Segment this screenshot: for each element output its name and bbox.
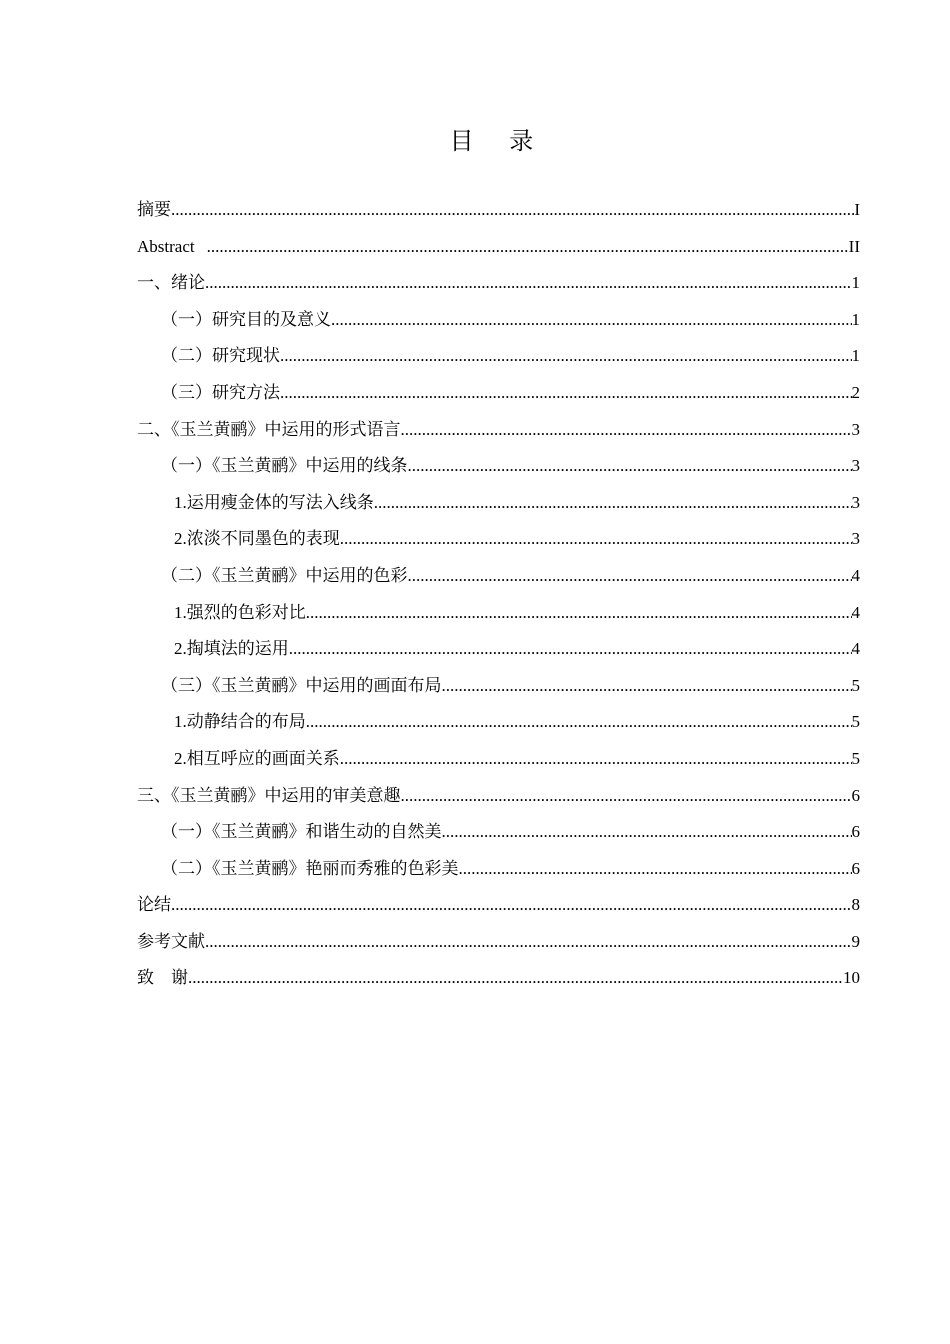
toc-entry-page-number: I xyxy=(854,200,860,219)
toc-entry-label: 2.掏填法的运用 xyxy=(174,639,289,659)
toc-entry[interactable] xyxy=(137,960,860,997)
toc-entry[interactable] xyxy=(137,192,860,229)
toc-entry-label: （二）《玉兰黄鹂》艳丽而秀雅的色彩美 xyxy=(161,858,459,878)
toc-dot-leader xyxy=(205,924,852,961)
toc-dot-leader xyxy=(306,704,852,741)
toc-entry-label: （一）《玉兰黄鹂》中运用的线条 xyxy=(161,456,408,476)
toc-entry-page-number: 8 xyxy=(851,895,860,915)
toc-entry-label: 参考文献 xyxy=(137,931,205,951)
toc-entry[interactable] xyxy=(137,778,860,815)
toc-entry-page-number: 5 xyxy=(851,712,860,732)
toc-entry-label: （二）研究现状 xyxy=(161,346,280,366)
toc-dot-leader xyxy=(374,485,852,522)
toc-dot-leader xyxy=(207,229,849,266)
toc-entry-label: （二）《玉兰黄鹂》中运用的色彩 xyxy=(161,565,408,585)
toc-dot-leader xyxy=(280,375,852,412)
toc-entry[interactable] xyxy=(137,375,860,412)
toc-entry-label: 二、《玉兰黄鹂》中运用的形式语言 xyxy=(137,419,401,439)
toc-entry-label: 一、绪论 xyxy=(137,273,205,293)
toc-entry[interactable] xyxy=(137,265,860,302)
toc-dot-leader xyxy=(408,448,852,485)
toc-entry-page-number: 2 xyxy=(851,382,860,402)
toc-entry-label: （一）《玉兰黄鹂》和谐生动的自然美 xyxy=(161,822,442,842)
toc-entry[interactable] xyxy=(137,485,860,522)
toc-entry-label: 1.强烈的色彩对比 xyxy=(174,602,306,622)
toc-entry-label: Abstract xyxy=(137,236,195,256)
toc-dot-leader xyxy=(280,338,852,375)
toc-entry-page-number: 3 xyxy=(851,419,860,439)
toc-dot-leader xyxy=(306,595,852,632)
toc-list xyxy=(137,192,860,997)
toc-entry-label: 致 谢 xyxy=(137,968,188,988)
toc-entry[interactable] xyxy=(137,412,860,449)
toc-dot-leader xyxy=(401,412,852,449)
toc-dot-leader xyxy=(171,887,852,924)
toc-entry-page-number: 6 xyxy=(851,822,860,842)
toc-entry[interactable] xyxy=(137,595,860,632)
toc-entry-label: 1.动静结合的布局 xyxy=(174,712,306,732)
toc-entry-label: 2.浓淡不同墨色的表现 xyxy=(174,529,340,549)
toc-entry-label: 三、《玉兰黄鹂》中运用的审美意趣 xyxy=(137,785,401,805)
toc-dot-leader xyxy=(188,960,843,997)
toc-entry[interactable] xyxy=(137,668,860,705)
toc-dot-leader xyxy=(171,192,854,229)
toc-dot-leader xyxy=(340,521,852,558)
toc-entry-page-number: 10 xyxy=(843,968,860,988)
toc-entry[interactable] xyxy=(137,887,860,924)
toc-entry[interactable] xyxy=(137,521,860,558)
toc-entry[interactable] xyxy=(137,814,860,851)
toc-entry-page-number: 4 xyxy=(851,565,860,585)
toc-entry[interactable] xyxy=(137,741,860,778)
toc-dot-leader xyxy=(289,631,852,668)
toc-dot-leader xyxy=(459,851,852,888)
toc-entry-page-number: 6 xyxy=(851,785,860,805)
toc-entry-label: 摘要 xyxy=(137,200,171,219)
toc-dot-leader xyxy=(205,265,852,302)
toc-entry-page-number: 3 xyxy=(851,456,860,476)
toc-entry-label: （三）《玉兰黄鹂》中运用的画面布局 xyxy=(161,675,442,695)
toc-entry-page-number: 1 xyxy=(851,273,860,293)
toc-entry[interactable] xyxy=(137,631,860,668)
toc-entry[interactable] xyxy=(137,338,860,375)
toc-entry-page-number: 6 xyxy=(851,858,860,878)
toc-dot-leader xyxy=(408,558,852,595)
toc-entry-page-number: 3 xyxy=(851,529,860,549)
toc-dot-leader xyxy=(442,814,852,851)
toc-title: 目 录 xyxy=(449,127,548,155)
toc-entry-page-number: 4 xyxy=(851,602,860,622)
toc-entry-page-number: II xyxy=(848,236,860,256)
toc-dot-leader xyxy=(442,668,852,705)
toc-entry[interactable] xyxy=(137,851,860,888)
toc-entry-page-number: 9 xyxy=(851,931,860,951)
toc-entry-label: （三）研究方法 xyxy=(161,382,280,402)
toc-entry-page-number: 3 xyxy=(851,492,860,512)
toc-dot-leader xyxy=(401,778,852,815)
toc-entry[interactable] xyxy=(137,229,860,266)
toc-entry[interactable] xyxy=(137,704,860,741)
toc-entry-label: （一）研究目的及意义 xyxy=(161,309,331,329)
toc-dot-leader xyxy=(340,741,852,778)
toc-dot-leader xyxy=(331,302,852,339)
toc-entry-page-number: 1 xyxy=(851,346,860,366)
toc-entry-label: 2.相互呼应的画面关系 xyxy=(174,748,340,768)
toc-entry[interactable] xyxy=(137,558,860,595)
toc-entry-page-number: 1 xyxy=(851,309,860,329)
toc-entry[interactable] xyxy=(137,924,860,961)
toc-entry-page-number: 4 xyxy=(851,639,860,659)
toc-entry-label: 1.运用瘦金体的写法入线条 xyxy=(174,492,374,512)
toc-entry-page-number: 5 xyxy=(851,748,860,768)
toc-entry-page-number: 5 xyxy=(851,675,860,695)
toc-entry[interactable] xyxy=(137,302,860,339)
toc-entry[interactable] xyxy=(137,448,860,485)
toc-entry-label: 论结 xyxy=(137,895,171,915)
